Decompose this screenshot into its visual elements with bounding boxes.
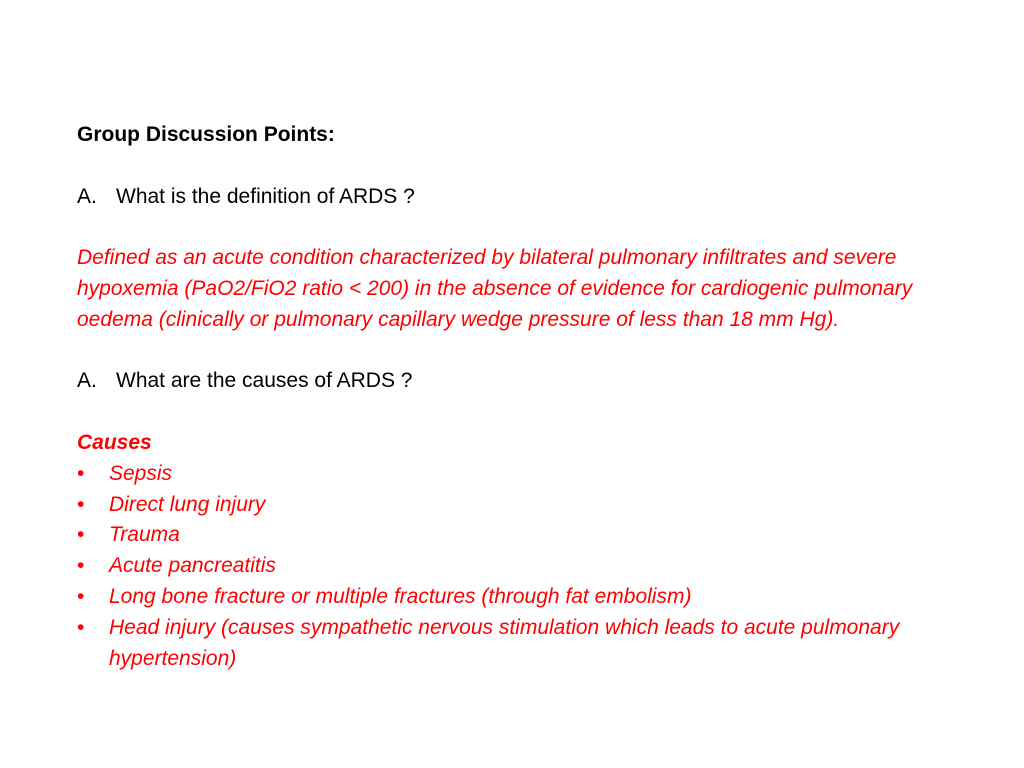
question-text: What are the causes of ARDS ? [116,369,413,393]
bullet-icon: • [77,584,85,608]
question-marker: A. [77,369,97,393]
answer-definition: Defined as an acute condition characterized by bilateral pulmonary infiltrates and severe hypoxemia (PaO2/FiO2 ratio < 200) in the absence of evidence for cardiogenic pulmonary oedema (clinically or pulmonary capillary wedge pressure of less than 18 mm Hg). [77,246,913,331]
spacer [77,397,977,428]
bullet-icon: • [77,615,85,639]
list-item-text: Sepsis [109,461,173,485]
list-item-text: Long bone fracture or multiple fractures (through fat embolism) [109,584,692,608]
list-item [77,582,977,613]
question-marker: A. [77,184,97,208]
list-item-text: Trauma [109,523,180,547]
list-item [77,490,977,521]
list-item [77,613,977,675]
slide-content [77,120,977,674]
bullet-icon: • [77,554,85,578]
list-item [77,520,977,551]
bullet-icon: • [77,492,85,516]
causes-list [77,459,977,675]
bullet-icon: • [77,461,85,485]
list-item [77,551,977,582]
causes-title: Causes [77,430,152,454]
bullet-icon: • [77,523,85,547]
spacer [77,336,977,367]
slide-heading: Group Discussion Points: [77,123,335,146]
list-item [77,459,977,490]
spacer [77,151,977,182]
question-causes [77,366,977,397]
question-text: What is the definition of ARDS ? [116,184,415,208]
list-item-text: Direct lung injury [109,492,266,516]
spacer [77,212,977,243]
question-definition [77,182,977,213]
list-item-text: Head injury (causes sympathetic nervous stimulation which leads to acute pulmonary hypertension) [109,615,900,670]
list-item-text: Acute pancreatitis [109,554,276,578]
